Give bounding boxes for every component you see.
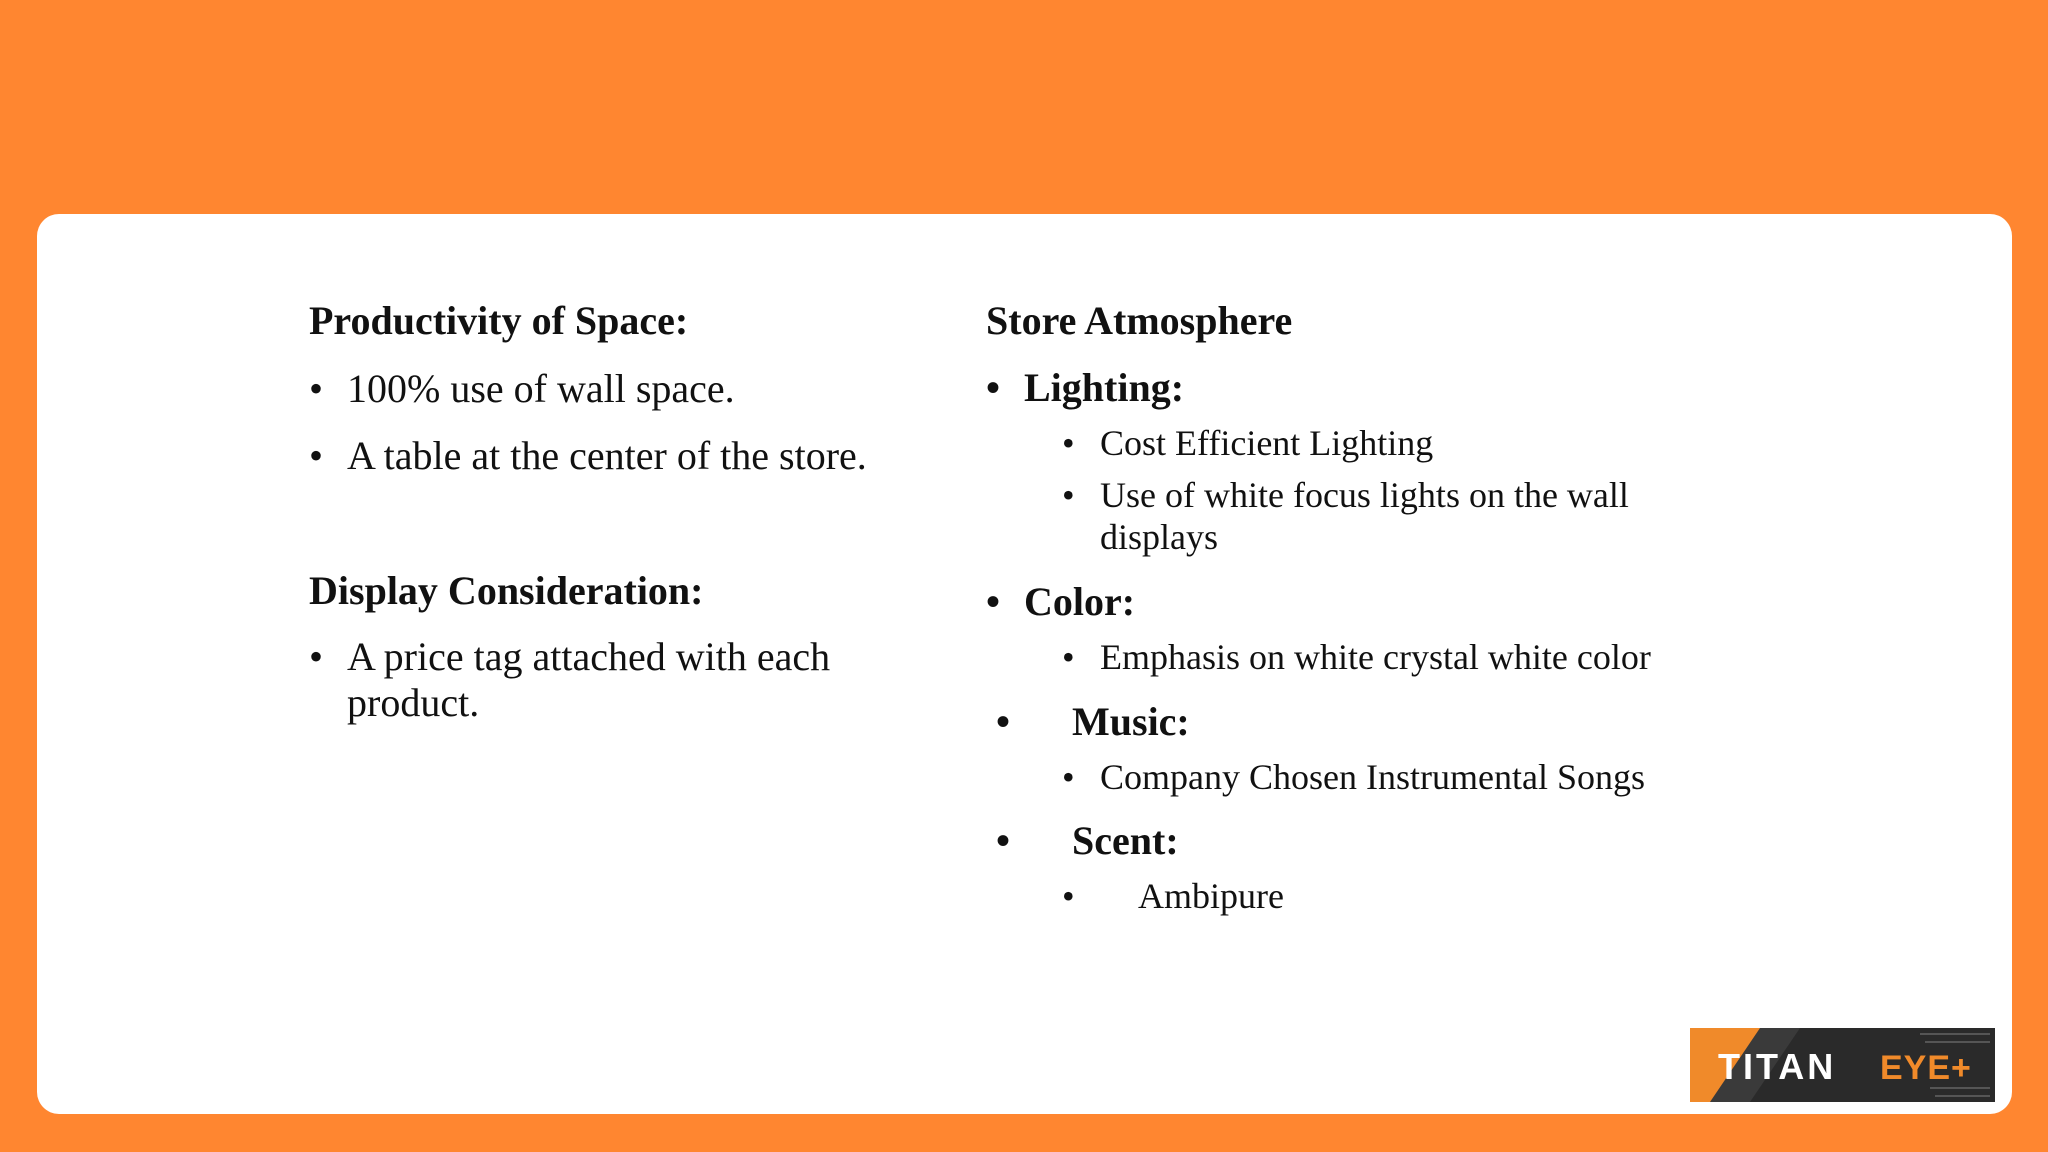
titan-eye-plus-logo <box>1690 1028 1995 1102</box>
list-item-text: A table at the center of the store. <box>347 433 867 478</box>
bullet-icon: • <box>1062 876 1075 916</box>
bullet-icon: • <box>309 366 324 411</box>
list-item-text: Company Chosen Instrumental Songs <box>1100 757 1645 797</box>
bullet-icon: • <box>996 699 1011 744</box>
list-item-text: Ambipure <box>1138 876 1284 916</box>
logo-sub-text: EYE+ <box>1880 1049 1972 1087</box>
bullet-icon: • <box>986 365 1001 410</box>
slide-card <box>37 214 2012 1114</box>
store-atmosphere-heading: Store Atmosphere <box>986 298 1293 343</box>
bullet-icon: • <box>1062 423 1075 463</box>
section-label: Music: <box>1072 699 1190 744</box>
logo-brand-text: TITAN <box>1718 1046 1837 1087</box>
bullet-icon: • <box>1062 475 1075 515</box>
section-label: Scent: <box>1072 818 1179 863</box>
bullet-icon: • <box>1062 757 1075 797</box>
bullet-icon: • <box>1062 637 1075 677</box>
section-label: Lighting: <box>1024 365 1185 410</box>
section-label: Color: <box>1024 579 1136 624</box>
display-heading: Display Consideration: <box>309 568 704 613</box>
list-item-text: Emphasis on white crystal white color <box>1100 637 1651 677</box>
bullet-icon: • <box>986 579 1001 624</box>
bullet-icon: • <box>996 818 1011 863</box>
list-item-text: Cost Efficient Lighting <box>1100 423 1434 463</box>
bullet-icon: • <box>309 433 324 478</box>
list-item-text: 100% use of wall space. <box>347 366 735 411</box>
bullet-icon: • <box>309 634 324 679</box>
productivity-heading: Productivity of Space: <box>309 298 689 343</box>
list-item-text: Use of white focus lights on the wall displays <box>1100 475 1629 557</box>
list-item-text: A price tag attached with each product. <box>347 634 831 725</box>
